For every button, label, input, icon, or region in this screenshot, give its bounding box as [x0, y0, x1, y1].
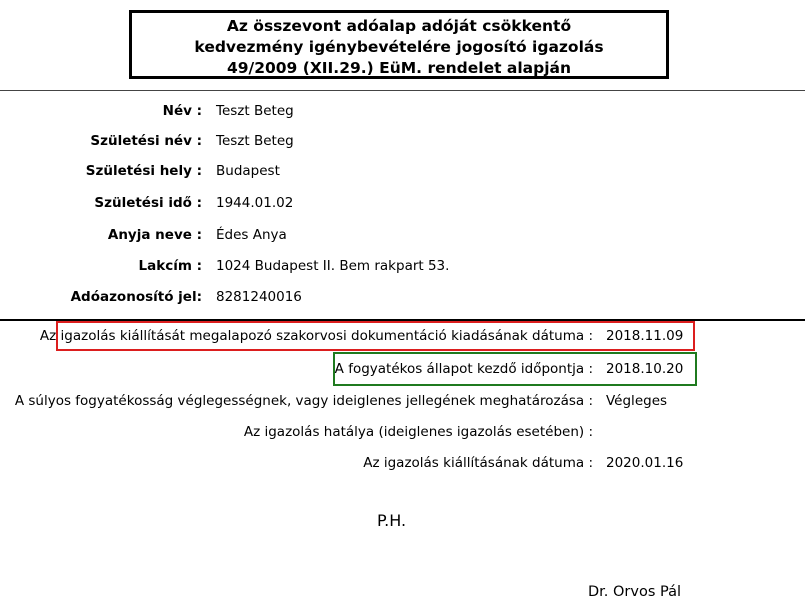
field-value: Teszt Beteg [216, 103, 294, 119]
field-label: Az igazolás kiállításának dátuma : [363, 455, 593, 471]
field-value: 1024 Budapest II. Bem rakpart 53. [216, 258, 450, 274]
field-label: Anyja neve : [107, 227, 202, 243]
field-value: 8281240016 [216, 289, 302, 305]
field-label: Név : [162, 103, 202, 119]
title-line-3: 49/2009 (XII.29.) EüM. rendelet alapján [226, 59, 572, 77]
personal-row-birth-name [0, 133, 805, 153]
personal-row-tax-id [0, 289, 805, 309]
field-label: Születési idő : [94, 195, 202, 211]
field-value: 2018.11.09 [606, 328, 684, 344]
field-label: Az igazolás hatálya (ideiglenes igazolás esetében) : [243, 424, 593, 440]
title-line-1: Az összevont adóalap adóját csökkentő [226, 17, 572, 35]
title-line-2: kedvezmény igénybevételére jogosító igazolás [194, 38, 604, 56]
divider-top [0, 90, 805, 91]
field-label: Lakcím : [138, 258, 202, 274]
cert-row-validity [0, 424, 805, 444]
doctor-signature-name: Dr. Orvos Pál [588, 584, 682, 600]
field-label: Az igazolás kiállítását megalapozó szakorvosi dokumentáció kiadásának dátuma : [39, 328, 593, 344]
field-value: Édes Anya [216, 227, 287, 243]
personal-row-birth-date [0, 195, 805, 215]
field-value: Teszt Beteg [216, 133, 294, 149]
field-label: A fogyatékos állapot kezdő időpontja : [334, 361, 593, 377]
personal-row-address [0, 258, 805, 278]
cert-row-document-date [0, 328, 805, 348]
field-value: Végleges [606, 393, 668, 409]
field-label: Születési név : [90, 133, 202, 149]
field-label: A súlyos fogyatékosság véglegességnek, vagy ideiglenes jellegének meghatározása : [14, 393, 593, 409]
field-label: Adóazonosító jel: [70, 289, 202, 305]
cert-row-issue-date [0, 455, 805, 475]
field-value: 2020.01.16 [606, 455, 684, 471]
personal-row-mother-name [0, 227, 805, 247]
field-value: Budapest [216, 163, 280, 179]
cert-row-permanence [0, 393, 805, 413]
field-label: Születési hely : [85, 163, 202, 179]
field-value: 1944.01.02 [216, 195, 294, 211]
field-value: 2018.10.20 [606, 361, 684, 377]
personal-row-birth-place [0, 163, 805, 183]
personal-row-name [0, 103, 805, 123]
document-title [129, 10, 669, 79]
cert-row-onset-date [0, 361, 805, 381]
stamp-placeholder: P.H. [377, 511, 407, 530]
